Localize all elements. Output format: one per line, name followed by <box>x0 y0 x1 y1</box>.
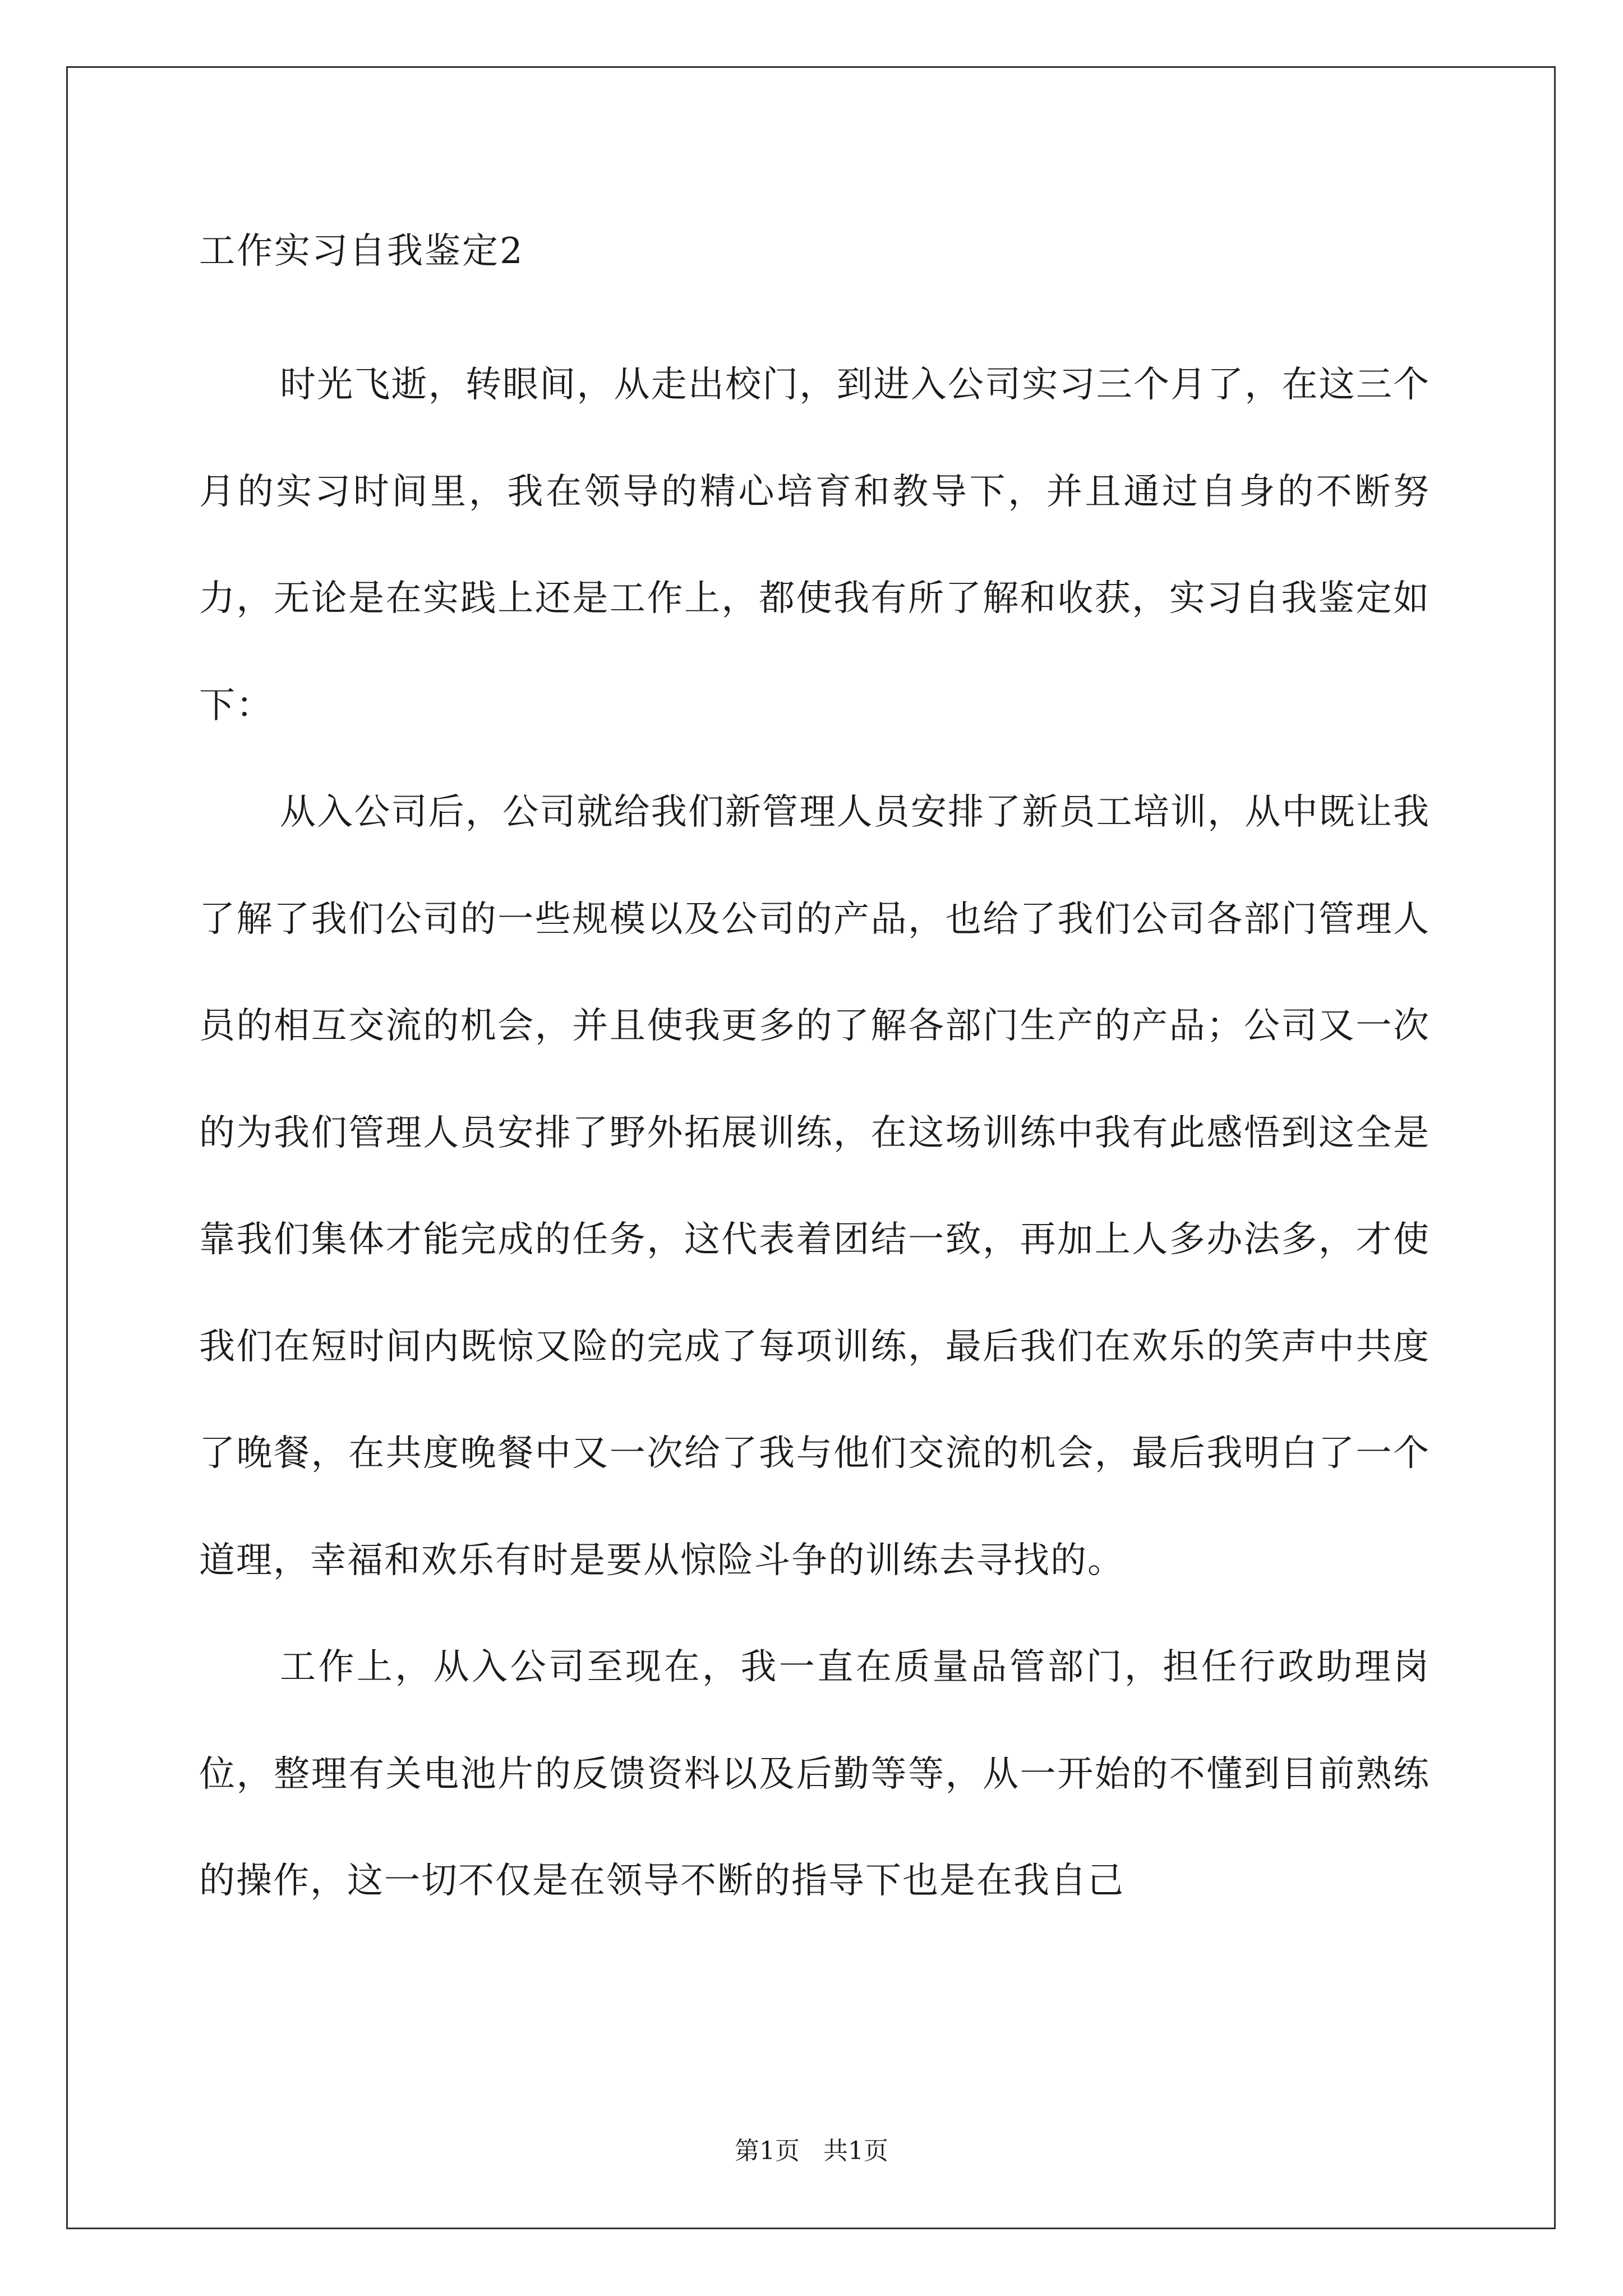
document-title: 工作实习自我鉴定2 <box>199 231 524 272</box>
paragraph-3: 工作上，从入公司至现在，我一直在质量品管部门，担任行政助理岗位，整理有关电池片的反馈资料以及后勤等等，从一开始的不懂到目前熟练的操作，这一切不仅是在领导不断的指导下也是在我自己 <box>199 1646 1430 1902</box>
paragraph-1: 时光飞逝，转眼间，从走出校门，到进入公司实习三个月了，在这三个月的实习时间里，我在领导的精心培育和教导下，并且通过自身的不断努力，无论是在实践上还是工作上，都使我有所了解和收获，实习自我鉴定如下： <box>199 364 1430 726</box>
page-footer: 第1页 共1页 <box>735 2137 888 2165</box>
document-body <box>199 224 1430 1935</box>
paragraph-2: 从入公司后，公司就给我们新管理人员安排了新员工培训，从中既让我了解了我们公司的一些规模以及公司的产品，也给了我们公司各部门管理人员的相互交流的机会，并且使我更多的了解各部门生产的产品；公司又一次的为我们管理人员安排了野外拓展训练，在这场训练中我有此感悟到这全是靠我们集体才能完成的任务，这代表着团结一致，再加上人多办法多，才使我们在短时间内既惊又险的完成了每项训练，最后我们在欢乐的笑声中共度了晚餐，在共度晚餐中又一次给了我与他们交流的机会，最后我明白了一个道理，幸福和欢乐有时是要从惊险斗争的训练去寻找的。 <box>199 792 1430 1581</box>
